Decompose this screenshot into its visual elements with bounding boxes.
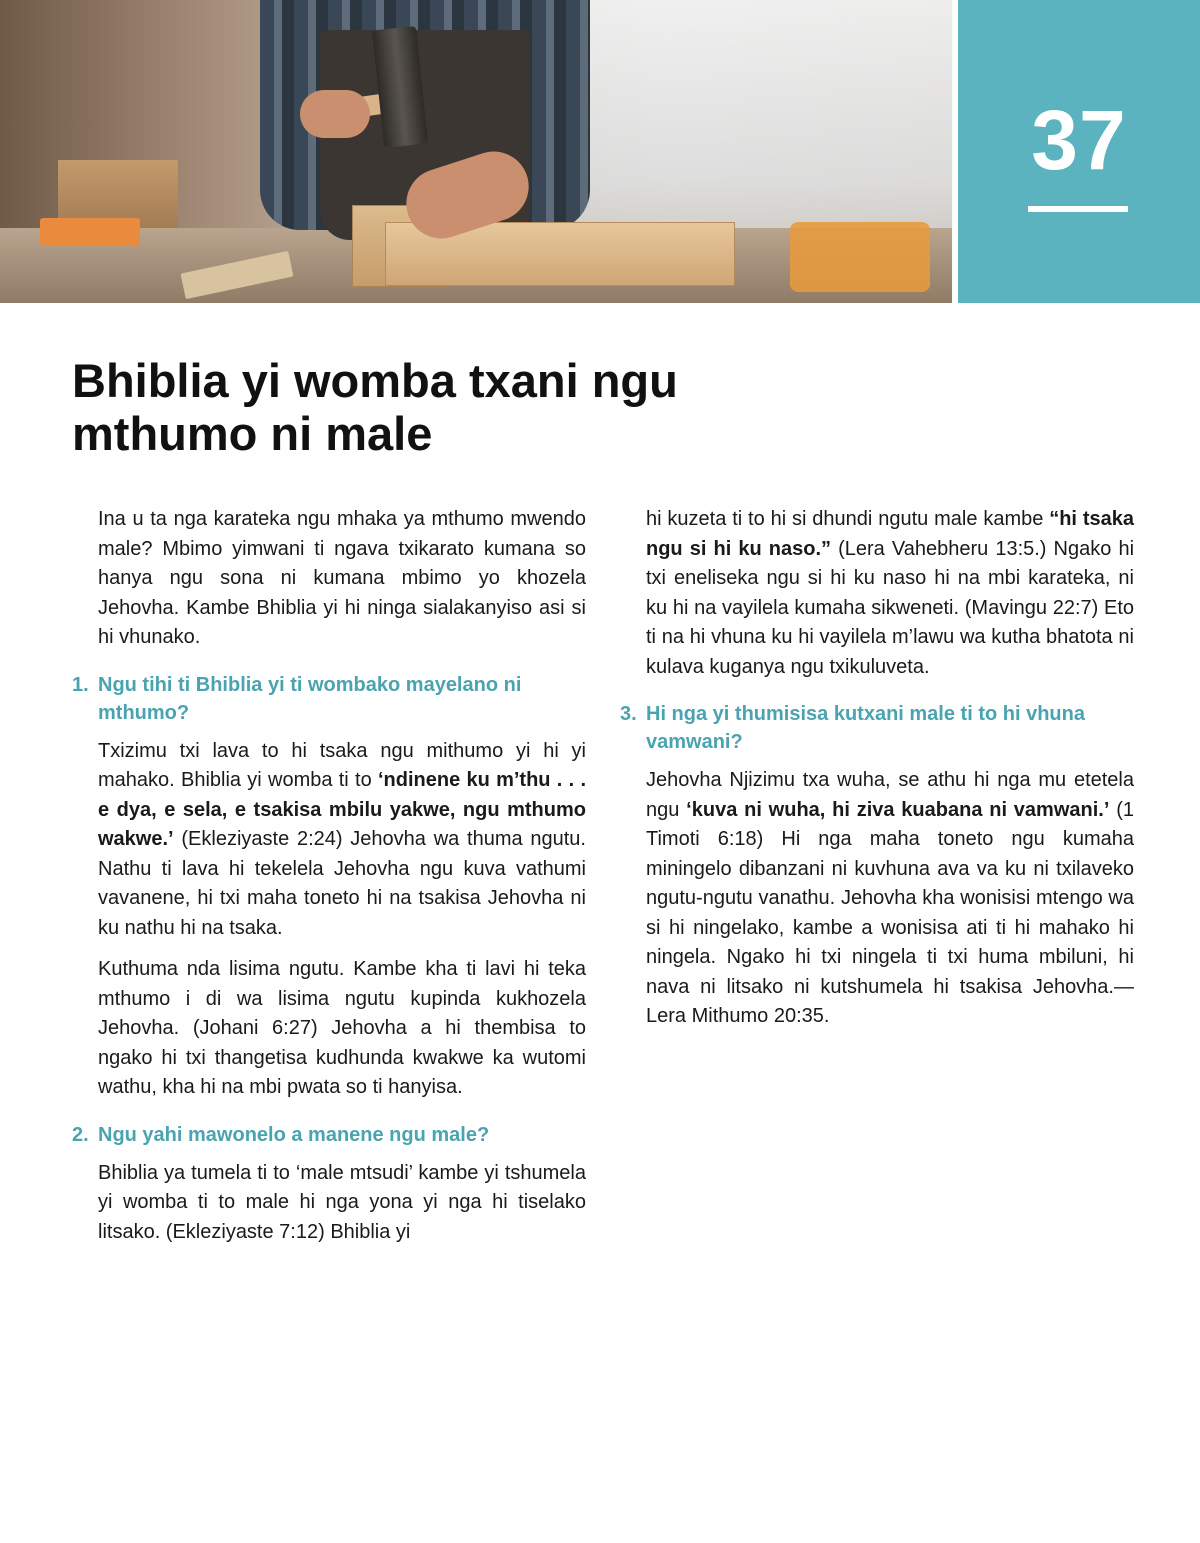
chapter-underline: [1028, 206, 1128, 212]
question-1: [72, 671, 586, 727]
page-title: Bhiblia yi womba txani ngu mthumo ni male: [72, 354, 678, 460]
answer-2-quote: “hi tsaka ngu si hi ku naso.”: [646, 508, 1134, 560]
question-1-number: 1.: [72, 673, 89, 696]
answer-3-quote: ‘kuva ni wuha, hi ziva kuabana ni vamwani.’: [686, 798, 1110, 821]
question-2-number: 2.: [72, 1123, 89, 1146]
left-column: [72, 505, 587, 1259]
answer-2-paragraph-1-continued: hi kuzeta ti to hi si dhundi ngutu male kambe “hi tsaka ngu si hi ku naso.” (Lera Vahebheru 13:5.) Ngako hi txi eneliseka ngu si hi ku naso hi na mbi karateka, ni ku hi na vayilela kumaha sikweneti. (Mavingu 22:7) Eto ti na hi vhuna ku hi vayilela m’lawu wa kutha bhatota ni kulava kuganya ngu txikuluveta.: [646, 508, 1135, 678]
answer-1-paragraph-2: Kuthuma nda lisima ngutu. Kambe kha ti lavi hi teka mthumo i di wa lisima ngutu kupinda kukhozela Jehovha. (Johani 6:27) Jehovha a hi thembisa to ngako hi txi thangetisa kudhunda kwakwe ka wutomi wathu, kha hi na mbi pwata so ti hanyisa.: [98, 958, 586, 1098]
question-3-text: Hi nga yi thumisisa kutxani male ti to hi vhuna vamwani?: [646, 703, 1085, 753]
answer-2-paragraph-1-start: Bhiblia ya tumela ti to ‘male mtsudi’ kambe yi tshumela yi womba ti to male hi nga yona yi nga hi tiselako litsako. (Ekleziyaste 7:12) Bhiblia yi: [98, 1161, 586, 1243]
answer-1-quote: ‘ndinene ku m’thu . . . e dya, e sela, e tsakisa mbilu yakwe, ngu mthumo wakwe.’: [98, 769, 587, 850]
question-2: [72, 1121, 586, 1149]
chapter-badge: [958, 0, 1200, 303]
intro-paragraph: Ina u ta nga karateka ngu mhaka ya mthumo mwendo male? Mbimo yimwani ti ngava txikarato kumana so hanya ngu sona ni kumana mbimo yo khozela Jehovha. Kambe Bhiblia yi hi ninga sialakanyiso asi si hi vhunako.: [98, 508, 586, 648]
header-photo: [0, 0, 952, 303]
answer-1-paragraph-1: Txizimu txi lava to hi tsaka ngu mithumo yi hi yi mahako. Bhiblia yi womba ti to ‘ndinene ku m’thu . . . e dya, e sela, e tsakisa mbilu yakwe, ngu mthumo wakwe.’ (Ekleziyaste 2:24) Jehovha wa thuma ngutu. Nathu ti lava hi tekelela Jehovha ngu kuva vathumi vavanene, hi txi maha toneto hi na tsakisa Jehovha ni ku nathu hi na tsaka.: [98, 739, 587, 939]
question-3-number: 3.: [620, 703, 637, 725]
chapter-number: 37: [1031, 93, 1127, 187]
question-2-text: Ngu yahi mawonelo a manene ngu male?: [98, 1123, 490, 1146]
question-3: [620, 700, 1134, 756]
right-column: [620, 505, 1135, 1044]
answer-3-paragraph-1: Jehovha Njizimu txa wuha, se athu hi nga mu etetela ngu ‘kuva ni wuha, hi ziva kuabana ni vamwani.’ (1 Timoti 6:18) Hi nga maha toneto ngu kumaha miningelo dibanzani ni kuvhuna ava va ku ni txilaveko ngutu-ngutu vanathu. Jehovha kha wonisisi mtengo wa si hi ningelako, kambe a wonisisa ati ti hi mahako hi ningela. Ngako hi txi ningela ti txi huma mbiluni, hi nava ni litsako ni kutshumela hi tsakisa Jehovha.—Lera Mithumo 20:35.: [646, 769, 1134, 1027]
question-1-text: Ngu tihi ti Bhiblia yi ti wombako mayelano ni mthumo?: [98, 673, 522, 724]
